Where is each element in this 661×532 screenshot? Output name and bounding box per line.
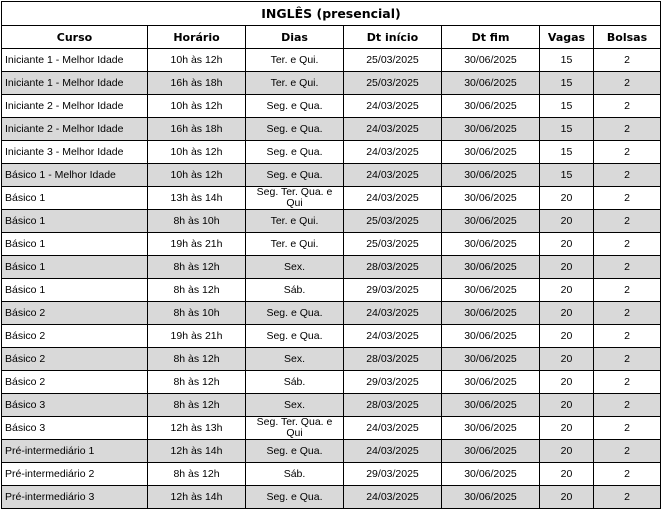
horario-cell: 8h às 12h [148,371,246,394]
dias-cell: Ter. e Qui. [246,49,344,72]
vagas-cell: 15 [540,49,594,72]
dt-fim-cell: 30/06/2025 [442,394,540,417]
dt-fim-cell: 30/06/2025 [442,279,540,302]
dt-inicio-cell: 29/03/2025 [344,279,442,302]
table-row [2,371,661,394]
horario-cell: 13h às 14h [148,187,246,210]
dt-inicio-cell: 24/03/2025 [344,164,442,187]
dt-fim-cell: 30/06/2025 [442,233,540,256]
horario-cell: 10h às 12h [148,49,246,72]
dt-fim-cell: 30/06/2025 [442,348,540,371]
bolsas-cell: 2 [594,463,661,486]
horario-cell: 10h às 12h [148,164,246,187]
vagas-cell: 15 [540,164,594,187]
curso-cell: Pré-intermediário 3 [2,486,148,509]
table-row [2,417,661,440]
dias-cell: Seg. e Qua. [246,302,344,325]
vagas-cell: 20 [540,486,594,509]
column-header-dt-fim: Dt fim [442,26,540,49]
dt-inicio-cell: 24/03/2025 [344,95,442,118]
dt-fim-cell: 30/06/2025 [442,417,540,440]
dt-fim-cell: 30/06/2025 [442,463,540,486]
curso-cell: Básico 2 [2,371,148,394]
table-row [2,49,661,72]
table-row [2,118,661,141]
table-row [2,302,661,325]
vagas-cell: 20 [540,394,594,417]
curso-cell: Básico 2 [2,302,148,325]
horario-cell: 16h às 18h [148,118,246,141]
curso-cell: Pré-intermediário 2 [2,463,148,486]
bolsas-cell: 2 [594,371,661,394]
vagas-cell: 20 [540,302,594,325]
dt-fim-cell: 30/06/2025 [442,49,540,72]
dt-fim-cell: 30/06/2025 [442,440,540,463]
bolsas-cell: 2 [594,118,661,141]
dias-cell: Seg. Ter. Qua. e Qui [246,187,344,210]
dt-inicio-cell: 28/03/2025 [344,256,442,279]
dt-fim-cell: 30/06/2025 [442,210,540,233]
column-header-curso: Curso [2,26,148,49]
table-row [2,233,661,256]
curso-cell: Básico 2 [2,348,148,371]
curso-cell: Iniciante 1 - Melhor Idade [2,49,148,72]
vagas-cell: 20 [540,256,594,279]
curso-cell: Iniciante 3 - Melhor Idade [2,141,148,164]
table-title: INGLÊS (presencial) [2,2,661,26]
bolsas-cell: 2 [594,72,661,95]
dias-cell: Seg. e Qua. [246,141,344,164]
bolsas-cell: 2 [594,95,661,118]
dias-cell: Sáb. [246,279,344,302]
vagas-cell: 15 [540,118,594,141]
table-row [2,348,661,371]
curso-cell: Pré-intermediário 1 [2,440,148,463]
dt-fim-cell: 30/06/2025 [442,95,540,118]
table-row [2,256,661,279]
curso-cell: Básico 1 [2,210,148,233]
horario-cell: 19h às 21h [148,233,246,256]
dias-cell: Ter. e Qui. [246,72,344,95]
horario-cell: 8h às 12h [148,279,246,302]
dias-cell: Ter. e Qui. [246,233,344,256]
dias-cell: Seg. e Qua. [246,325,344,348]
dt-inicio-cell: 29/03/2025 [344,463,442,486]
column-header-horario: Horário [148,26,246,49]
vagas-cell: 20 [540,233,594,256]
bolsas-cell: 2 [594,210,661,233]
table-row [2,486,661,509]
horario-cell: 8h às 12h [148,348,246,371]
dias-cell: Seg. Ter. Qua. e Qui [246,417,344,440]
dias-cell: Sex. [246,394,344,417]
dias-cell: Sex. [246,256,344,279]
dt-inicio-cell: 28/03/2025 [344,348,442,371]
vagas-cell: 15 [540,95,594,118]
table-row [2,394,661,417]
dt-fim-cell: 30/06/2025 [442,118,540,141]
dt-fim-cell: 30/06/2025 [442,256,540,279]
table-row [2,440,661,463]
dt-fim-cell: 30/06/2025 [442,72,540,95]
table-row [2,141,661,164]
dt-fim-cell: 30/06/2025 [442,486,540,509]
vagas-cell: 20 [540,279,594,302]
dt-inicio-cell: 24/03/2025 [344,302,442,325]
horario-cell: 8h às 10h [148,210,246,233]
dt-inicio-cell: 24/03/2025 [344,417,442,440]
table-row [2,187,661,210]
vagas-cell: 20 [540,325,594,348]
dias-cell: Seg. e Qua. [246,440,344,463]
bolsas-cell: 2 [594,164,661,187]
curso-cell: Básico 1 [2,187,148,210]
horario-cell: 12h às 14h [148,440,246,463]
dt-inicio-cell: 25/03/2025 [344,49,442,72]
vagas-cell: 20 [540,371,594,394]
horario-cell: 10h às 12h [148,95,246,118]
horario-cell: 8h às 10h [148,302,246,325]
dias-cell: Seg. e Qua. [246,164,344,187]
bolsas-cell: 2 [594,256,661,279]
curso-cell: Iniciante 2 - Melhor Idade [2,95,148,118]
horario-cell: 10h às 12h [148,141,246,164]
dt-inicio-cell: 29/03/2025 [344,371,442,394]
course-schedule-table [1,1,661,509]
dt-inicio-cell: 25/03/2025 [344,210,442,233]
table-row [2,164,661,187]
curso-cell: Básico 3 [2,417,148,440]
table-row [2,210,661,233]
curso-cell: Básico 2 [2,325,148,348]
dias-cell: Sex. [246,348,344,371]
dt-fim-cell: 30/06/2025 [442,302,540,325]
vagas-cell: 15 [540,141,594,164]
horario-cell: 12h às 13h [148,417,246,440]
header-row [2,26,661,49]
dias-cell: Sáb. [246,463,344,486]
horario-cell: 16h às 18h [148,72,246,95]
vagas-cell: 20 [540,463,594,486]
bolsas-cell: 2 [594,486,661,509]
curso-cell: Básico 3 [2,394,148,417]
dt-inicio-cell: 25/03/2025 [344,233,442,256]
vagas-cell: 20 [540,348,594,371]
dt-inicio-cell: 28/03/2025 [344,394,442,417]
dt-fim-cell: 30/06/2025 [442,325,540,348]
horario-cell: 19h às 21h [148,325,246,348]
dias-cell: Sáb. [246,371,344,394]
dt-inicio-cell: 24/03/2025 [344,440,442,463]
column-header-dt-inicio: Dt início [344,26,442,49]
curso-cell: Básico 1 - Melhor Idade [2,164,148,187]
bolsas-cell: 2 [594,187,661,210]
dias-cell: Seg. e Qua. [246,486,344,509]
vagas-cell: 20 [540,417,594,440]
dt-inicio-cell: 24/03/2025 [344,187,442,210]
vagas-cell: 20 [540,187,594,210]
bolsas-cell: 2 [594,49,661,72]
table-row [2,325,661,348]
bolsas-cell: 2 [594,141,661,164]
dt-inicio-cell: 24/03/2025 [344,141,442,164]
curso-cell: Iniciante 1 - Melhor Idade [2,72,148,95]
curso-cell: Básico 1 [2,279,148,302]
bolsas-cell: 2 [594,279,661,302]
table-row [2,279,661,302]
dias-cell: Seg. e Qua. [246,95,344,118]
bolsas-cell: 2 [594,348,661,371]
bolsas-cell: 2 [594,417,661,440]
dt-fim-cell: 30/06/2025 [442,164,540,187]
dias-cell: Ter. e Qui. [246,210,344,233]
column-header-vagas: Vagas [540,26,594,49]
dt-inicio-cell: 24/03/2025 [344,486,442,509]
horario-cell: 8h às 12h [148,463,246,486]
dt-fim-cell: 30/06/2025 [442,141,540,164]
table-row [2,72,661,95]
bolsas-cell: 2 [594,394,661,417]
vagas-cell: 15 [540,72,594,95]
dt-inicio-cell: 25/03/2025 [344,72,442,95]
bolsas-cell: 2 [594,233,661,256]
bolsas-cell: 2 [594,440,661,463]
column-header-bolsas: Bolsas [594,26,661,49]
dt-fim-cell: 30/06/2025 [442,371,540,394]
vagas-cell: 20 [540,440,594,463]
horario-cell: 8h às 12h [148,394,246,417]
dt-inicio-cell: 24/03/2025 [344,325,442,348]
dias-cell: Seg. e Qua. [246,118,344,141]
bolsas-cell: 2 [594,325,661,348]
column-header-dias: Dias [246,26,344,49]
horario-cell: 12h às 14h [148,486,246,509]
dt-fim-cell: 30/06/2025 [442,187,540,210]
horario-cell: 8h às 12h [148,256,246,279]
vagas-cell: 20 [540,210,594,233]
dt-inicio-cell: 24/03/2025 [344,118,442,141]
table-row [2,463,661,486]
table-row [2,95,661,118]
curso-cell: Básico 1 [2,233,148,256]
curso-cell: Iniciante 2 - Melhor Idade [2,118,148,141]
bolsas-cell: 2 [594,302,661,325]
curso-cell: Básico 1 [2,256,148,279]
